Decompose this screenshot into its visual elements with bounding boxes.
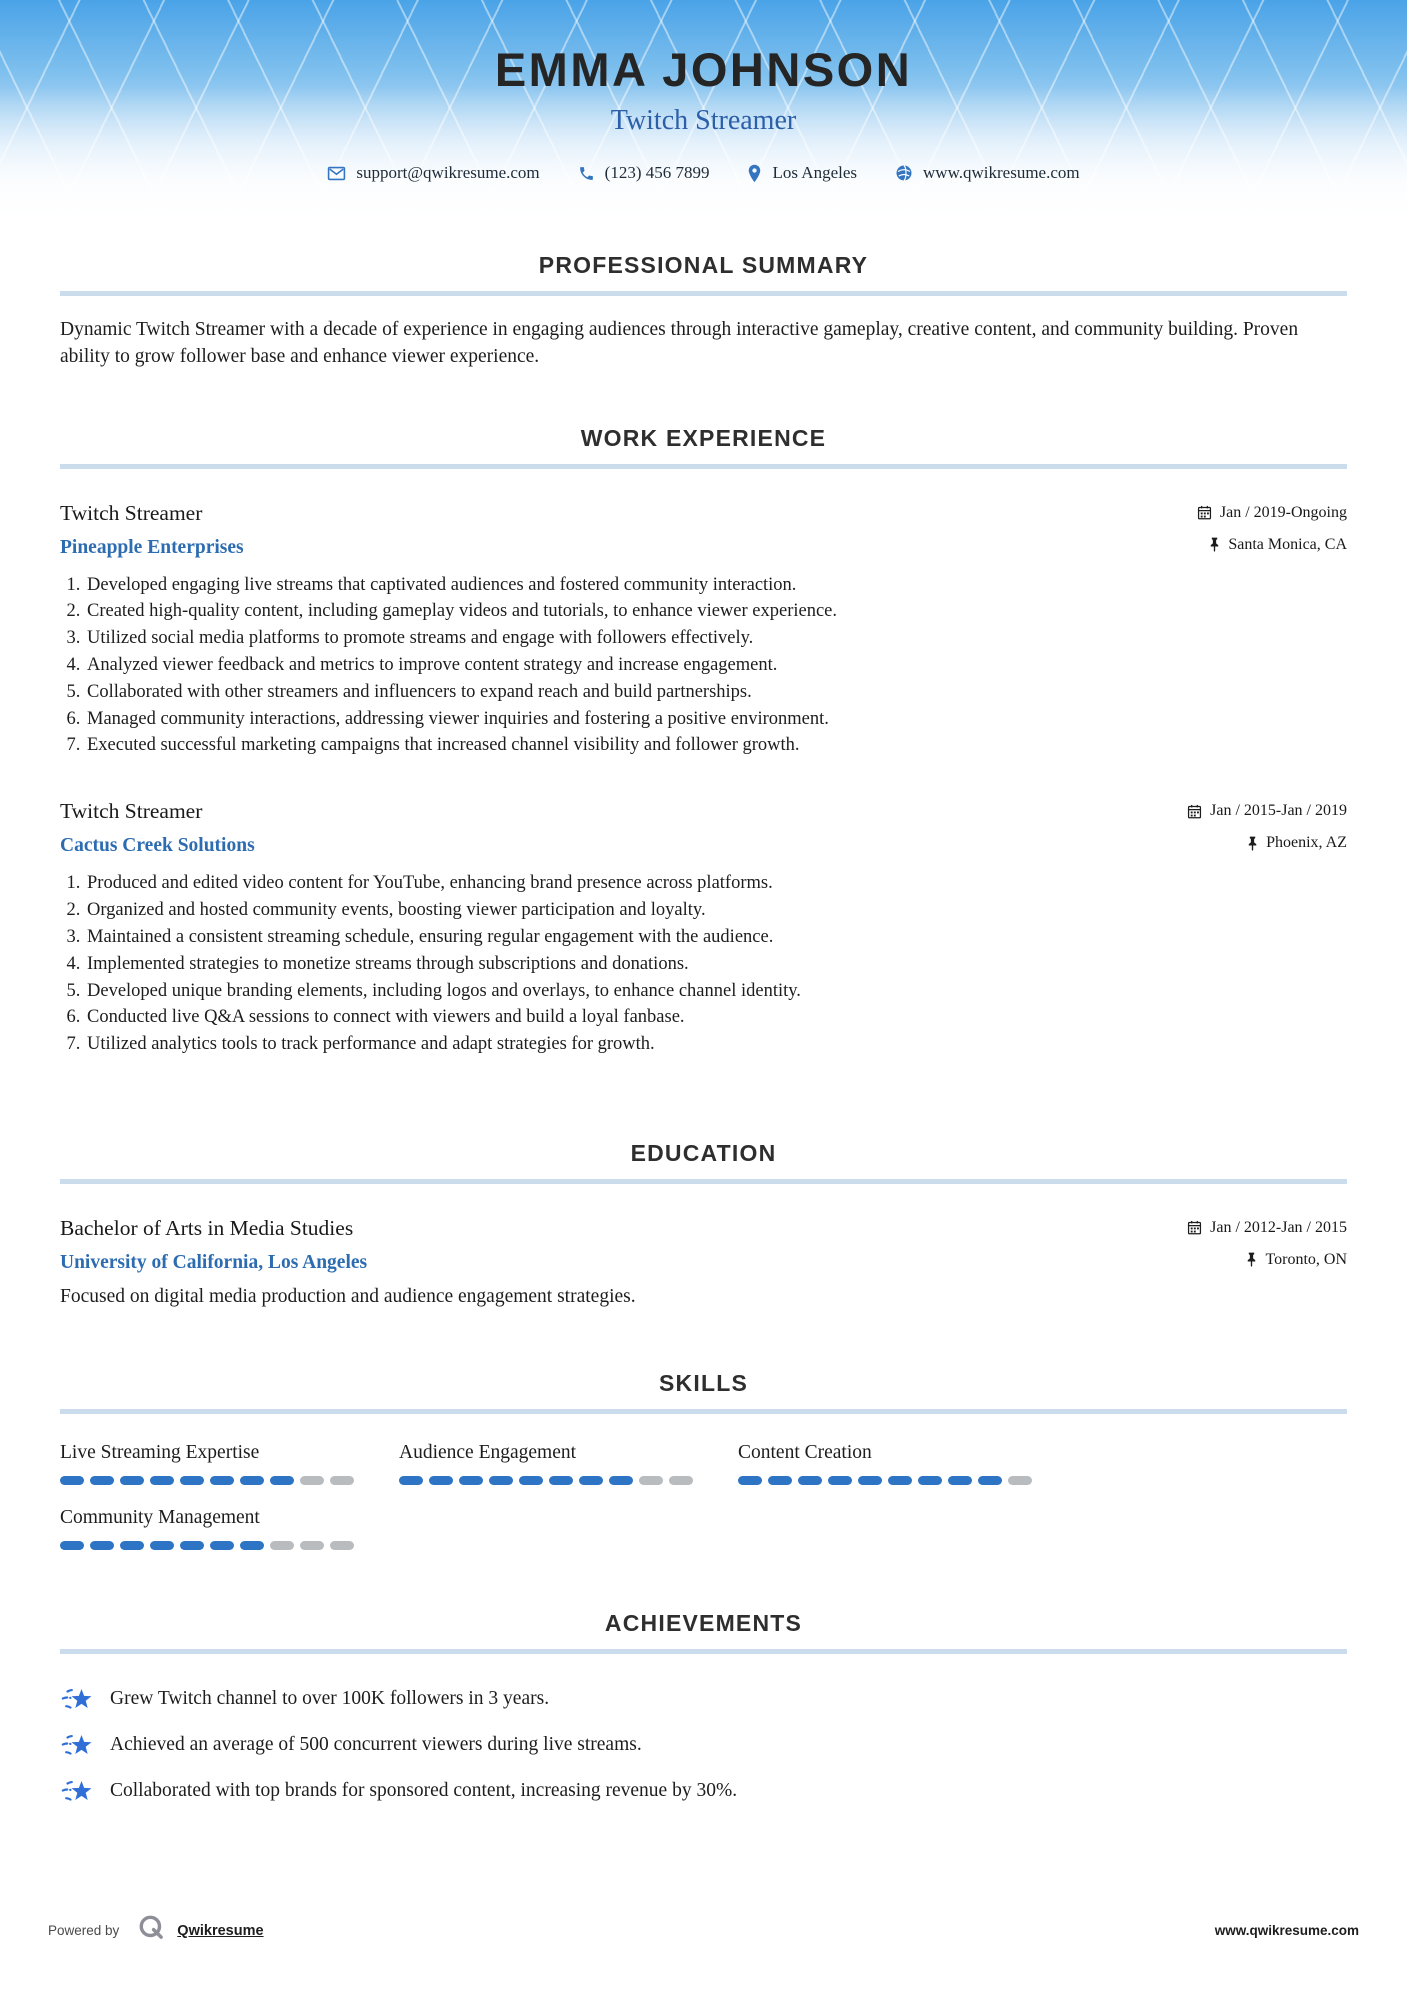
skill-level-bar bbox=[399, 1476, 709, 1485]
section-divider bbox=[60, 1179, 1347, 1184]
job-duties-list bbox=[60, 572, 1347, 760]
skill-dash-filled bbox=[549, 1476, 573, 1485]
section-education bbox=[60, 1140, 1347, 1308]
skills-heading: SKILLS bbox=[659, 1369, 748, 1396]
skill-dash-filled bbox=[948, 1476, 972, 1485]
contact-phone bbox=[578, 163, 710, 183]
education-heading: EDUCATION bbox=[630, 1139, 777, 1166]
qwikresume-logo-icon[interactable] bbox=[137, 1913, 167, 1948]
job-entry-left bbox=[60, 501, 244, 559]
job-duty: 3. Maintained a consistent streaming schedule, ensuring regular engagement with the audience. bbox=[85, 924, 1347, 951]
skill-name: Content Creation bbox=[738, 1441, 872, 1463]
section-divider bbox=[60, 464, 1347, 469]
location-pin-icon bbox=[747, 164, 762, 183]
education-date: Jan / 2012-Jan / 2015 bbox=[1210, 1218, 1347, 1236]
footer-website-link[interactable]: www.qwikresume.com bbox=[1214, 1923, 1359, 1938]
spacer bbox=[0, 1808, 1407, 1913]
job-entry-title: Twitch Streamer bbox=[60, 799, 203, 824]
work-heading: WORK EXPERIENCE bbox=[580, 424, 827, 451]
skill-dash-filled bbox=[519, 1476, 543, 1485]
skill-dash-filled bbox=[738, 1476, 762, 1485]
skill-dash-filled bbox=[270, 1476, 294, 1485]
section-work-experience bbox=[60, 425, 1347, 1058]
job-title: Twitch Streamer bbox=[610, 105, 797, 136]
job-entry-meta bbox=[1187, 799, 1347, 852]
skill-dash-filled bbox=[978, 1476, 1002, 1485]
contact-location-text: Los Angeles bbox=[772, 163, 858, 182]
skill-name: Audience Engagement bbox=[399, 1441, 577, 1463]
calendar-icon bbox=[1187, 804, 1202, 819]
job-entry-header bbox=[60, 501, 1347, 559]
achievement-list bbox=[60, 1682, 1347, 1808]
achievement-item bbox=[60, 1774, 1347, 1808]
skill-dash-filled bbox=[180, 1476, 204, 1485]
shooting-star-icon bbox=[60, 1682, 94, 1716]
skill-dash-filled bbox=[180, 1541, 204, 1550]
job-duty: 2. Organized and hosted community events, boosting viewer participation and loyalty. bbox=[85, 897, 1347, 924]
skill-dash-filled bbox=[768, 1476, 792, 1485]
skills-grid bbox=[60, 1442, 1347, 1550]
job-date: Jan / 2019-Ongoing bbox=[1219, 503, 1347, 521]
skill-dash-filled bbox=[429, 1476, 453, 1485]
skill-dash-empty bbox=[1008, 1476, 1032, 1485]
skill-level-bar bbox=[738, 1476, 1048, 1485]
skill-dash-empty bbox=[270, 1541, 294, 1550]
education-location: Toronto, ON bbox=[1265, 1250, 1347, 1268]
skill-dash-filled bbox=[459, 1476, 483, 1485]
shooting-star-icon bbox=[60, 1728, 94, 1762]
achievements-heading: ACHIEVEMENTS bbox=[604, 1609, 803, 1636]
skill-item bbox=[60, 1442, 370, 1485]
section-divider bbox=[60, 291, 1347, 296]
header-banner bbox=[0, 0, 1407, 228]
job-duty: 1. Developed engaging live streams that captivated audiences and fostered community interaction. bbox=[85, 572, 1347, 599]
pushpin-icon bbox=[1209, 537, 1220, 552]
skill-dash-filled bbox=[888, 1476, 912, 1485]
skill-dash-filled bbox=[240, 1476, 264, 1485]
job-location: Santa Monica, CA bbox=[1228, 535, 1347, 553]
section-summary bbox=[60, 252, 1347, 371]
education-entry bbox=[60, 1216, 1347, 1308]
job-date: Jan / 2015-Jan / 2019 bbox=[1210, 802, 1347, 820]
skill-dash-filled bbox=[120, 1476, 144, 1485]
education-entry-meta bbox=[1187, 1216, 1347, 1269]
job-duty: 4. Implemented strategies to monetize streams through subscriptions and donations. bbox=[85, 951, 1347, 978]
skill-dash-empty bbox=[300, 1541, 324, 1550]
achievement-item bbox=[60, 1728, 1347, 1762]
skill-dash-empty bbox=[330, 1541, 354, 1550]
skill-dash-empty bbox=[669, 1476, 693, 1485]
job-duty: 5. Collaborated with other streamers and influencers to expand reach and build partnerships. bbox=[85, 679, 1347, 706]
job-entry-header bbox=[60, 799, 1347, 857]
summary-text: Dynamic Twitch Streamer with a decade of experience in engaging audiences through interactive gameplay, creative content, and community building. Proven ability to grow follower base and enhance viewer experience. bbox=[60, 319, 1299, 368]
job-entry-meta bbox=[1197, 501, 1347, 554]
section-skills bbox=[60, 1370, 1347, 1550]
job-company-link[interactable]: Pineapple Enterprises bbox=[60, 536, 244, 558]
skill-dash-filled bbox=[60, 1541, 84, 1550]
job-date-row bbox=[1187, 802, 1347, 820]
phone-icon bbox=[578, 165, 595, 182]
job-duty: 3. Utilized social media platforms to promote streams and engage with followers effectively. bbox=[85, 625, 1347, 652]
job-duties-list bbox=[60, 870, 1347, 1058]
education-entry-header bbox=[60, 1216, 1347, 1308]
achievement-text: Collaborated with top brands for sponsored content, increasing revenue by 30%. bbox=[110, 1779, 738, 1801]
contact-bar bbox=[0, 163, 1407, 183]
job-location: Phoenix, AZ bbox=[1266, 834, 1347, 852]
skill-dash-filled bbox=[150, 1541, 174, 1550]
job-company-link[interactable]: Cactus Creek Solutions bbox=[60, 835, 255, 857]
job-duty: 5. Developed unique branding elements, including logos and overlays, to enhance channel identity. bbox=[85, 978, 1347, 1005]
section-divider bbox=[60, 1409, 1347, 1414]
job-duty: 6. Conducted live Q&A sessions to connect with viewers and build a loyal fanbase. bbox=[85, 1004, 1347, 1031]
education-description: Focused on digital media production and audience engagement strategies. bbox=[60, 1285, 636, 1307]
skill-dash-filled bbox=[399, 1476, 423, 1485]
job-duty: 4. Analyzed viewer feedback and metrics to improve content strategy and increase engagement. bbox=[85, 652, 1347, 679]
pushpin-icon bbox=[1246, 1252, 1257, 1267]
contact-email[interactable] bbox=[327, 163, 539, 183]
calendar-icon bbox=[1197, 505, 1212, 520]
skill-dash-empty bbox=[330, 1476, 354, 1485]
job-location-row bbox=[1187, 834, 1347, 852]
footer bbox=[0, 1913, 1407, 1990]
contact-website[interactable] bbox=[895, 163, 1080, 183]
job-entry-left bbox=[60, 799, 255, 857]
skill-dash-filled bbox=[918, 1476, 942, 1485]
job-location-row bbox=[1197, 536, 1347, 554]
shooting-star-icon bbox=[60, 1774, 94, 1808]
contact-website-text: www.qwikresume.com bbox=[923, 163, 1080, 182]
skill-dash-filled bbox=[609, 1476, 633, 1485]
skill-dash-empty bbox=[300, 1476, 324, 1485]
job-entry bbox=[60, 501, 1347, 760]
calendar-icon bbox=[1187, 1220, 1202, 1235]
pushpin-icon bbox=[1247, 836, 1258, 851]
skill-dash-filled bbox=[150, 1476, 174, 1485]
skill-level-bar bbox=[60, 1476, 370, 1485]
job-duty: 1. Produced and edited video content for YouTube, enhancing brand presence across platforms. bbox=[85, 870, 1347, 897]
skill-dash-filled bbox=[489, 1476, 513, 1485]
contact-phone-text: (123) 456 7899 bbox=[604, 163, 710, 182]
skill-dash-empty bbox=[639, 1476, 663, 1485]
contact-location bbox=[747, 163, 857, 183]
education-degree: Bachelor of Arts in Media Studies bbox=[60, 1215, 354, 1240]
skill-dash-filled bbox=[90, 1476, 114, 1485]
skill-dash-filled bbox=[210, 1541, 234, 1550]
job-entry-title: Twitch Streamer bbox=[60, 500, 203, 525]
achievement-text: Achieved an average of 500 concurrent viewers during live streams. bbox=[110, 1733, 642, 1755]
skill-dash-filled bbox=[828, 1476, 852, 1485]
job-duty: 7. Executed successful marketing campaigns that increased channel visibility and follower growth. bbox=[85, 732, 1347, 759]
job-duty: 7. Utilized analytics tools to track performance and adapt strategies for growth. bbox=[85, 1031, 1347, 1058]
summary-heading: PROFESSIONAL SUMMARY bbox=[538, 252, 869, 278]
skill-dash-filled bbox=[60, 1476, 84, 1485]
person-name: EMMA JOHNSON bbox=[494, 43, 913, 96]
education-school-link[interactable]: University of California, Los Angeles bbox=[60, 1251, 368, 1273]
resume-body bbox=[0, 228, 1407, 1808]
skill-name: Community Management bbox=[60, 1506, 260, 1528]
education-entry-left bbox=[60, 1216, 636, 1308]
job-entry bbox=[60, 799, 1347, 1058]
job-duty: 6. Managed community interactions, addressing viewer inquiries and fostering a positive environment. bbox=[85, 706, 1347, 733]
achievement-text: Grew Twitch channel to over 100K followers in 3 years. bbox=[110, 1687, 550, 1709]
skill-dash-filled bbox=[579, 1476, 603, 1485]
skill-dash-filled bbox=[240, 1541, 264, 1550]
skill-dash-filled bbox=[120, 1541, 144, 1550]
qwikresume-brand-link[interactable]: Qwikresume bbox=[177, 1922, 264, 1939]
skill-item bbox=[60, 1507, 370, 1550]
skill-level-bar bbox=[60, 1541, 370, 1550]
powered-by-label: Powered by bbox=[48, 1923, 120, 1938]
skill-item bbox=[738, 1442, 1048, 1485]
job-duty: 2. Created high-quality content, including gameplay videos and tutorials, to enhance viewer experience. bbox=[85, 598, 1347, 625]
skill-name: Live Streaming Expertise bbox=[60, 1441, 260, 1463]
job-date-row bbox=[1197, 504, 1347, 522]
skill-dash-filled bbox=[798, 1476, 822, 1485]
skill-item bbox=[399, 1442, 709, 1485]
section-achievements bbox=[60, 1610, 1347, 1808]
achievement-item bbox=[60, 1682, 1347, 1716]
skill-dash-filled bbox=[858, 1476, 882, 1485]
skill-dash-filled bbox=[210, 1476, 234, 1485]
skill-dash-filled bbox=[90, 1541, 114, 1550]
section-divider bbox=[60, 1649, 1347, 1654]
education-location-row bbox=[1187, 1251, 1347, 1269]
contact-email-text: support@qwikresume.com bbox=[356, 163, 540, 182]
education-date-row bbox=[1187, 1219, 1347, 1237]
envelope-icon bbox=[327, 164, 346, 183]
globe-icon bbox=[895, 164, 913, 182]
